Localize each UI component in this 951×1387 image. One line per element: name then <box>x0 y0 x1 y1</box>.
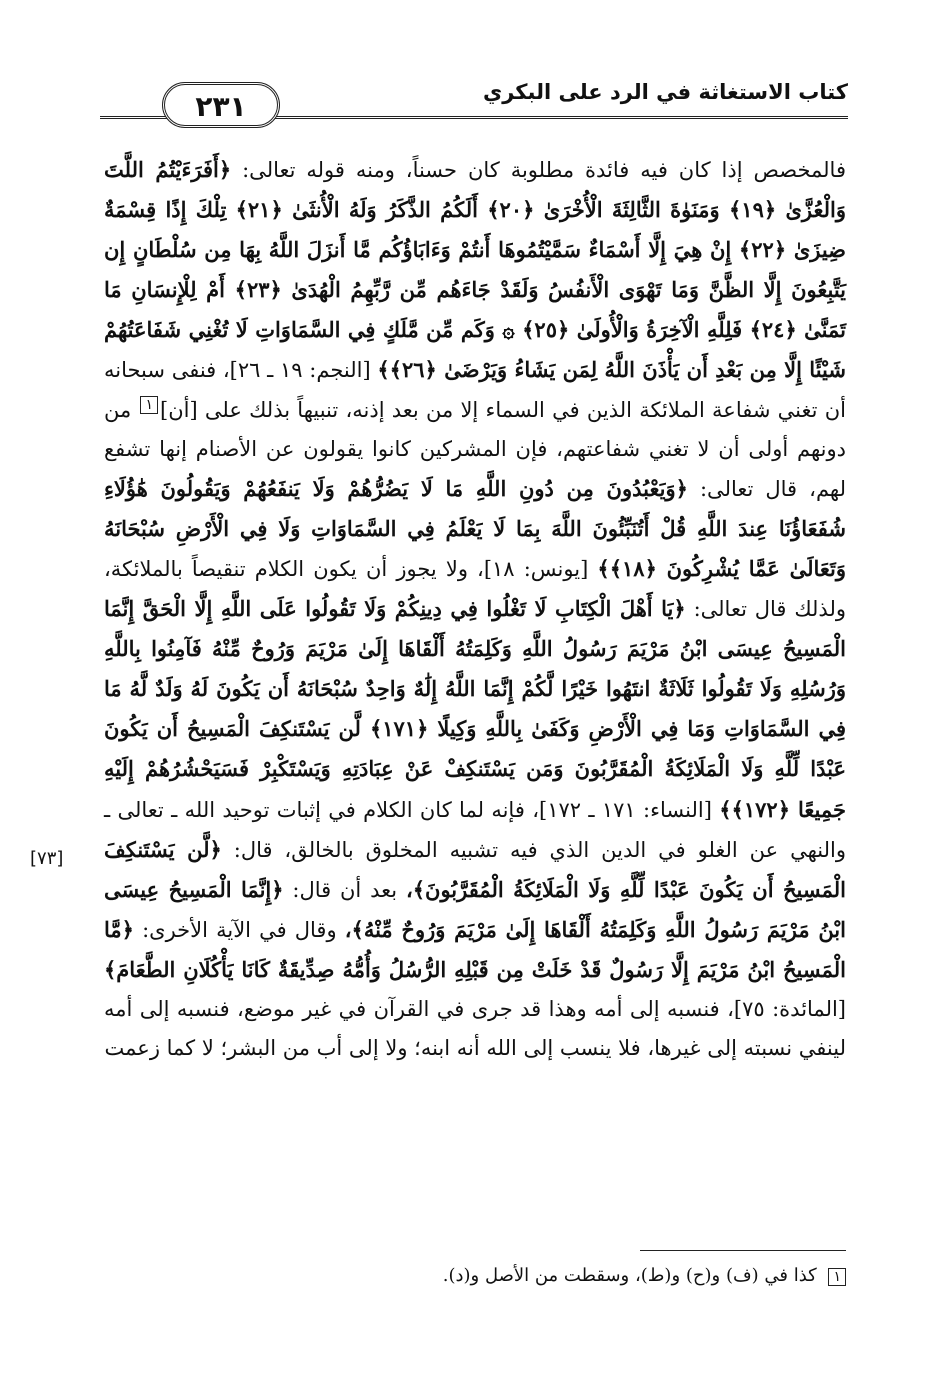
prose-text: [النجم: ١٩ ـ ٢٦]، فنفى سبحانه أن تغني شفاعة الملائكة الذين في السماء إلا من بعد إذنه، تنبيهاً بذلك على [أن] <box>104 358 846 422</box>
footnote-separator <box>640 1250 846 1251</box>
prose-text: فالمخصص إذا كان فيه فائدة مطلوبة كان حسناً، ومنه قوله تعالى: <box>242 158 846 182</box>
prose-text: [النساء: ١٧١ ـ ١٧٢]، فإنه لما كان الكلام في إثبات توحيد الله ـ تعالى ـ والنهي عن الغلو في الدين الذي فيه تشبيه المخلوق بالخالق، قال: <box>104 797 846 862</box>
quran-verse: ﴿مَّا الْمَسِيحُ ابْنُ مَرْيَمَ إِلَّا رَسُولٌ قَدْ خَلَتْ مِن قَبْلِهِ الرُّسُلُ وَأُمُّهُ صِدِّيقَةٌ كَانَا يَأْكُلَانِ الطَّعَامَ﴾ <box>104 916 846 982</box>
footnote-text: كذا في (ف) و(ح) و(ط)، وسقطت من الأصل و(د). <box>442 1265 817 1286</box>
quran-verse: ﴿أَفَرَءَيْتُمُ اللَّتَ وَالْعُزَّىٰ ﴿١٩﴾ وَمَنَوٰةَ الثَّالِثَةَ الْأُخْرَىٰ ﴿٢٠﴾ أَلَكُمُ الذَّكَرُ وَلَهُ الْأُنثَىٰ ﴿٢١﴾ تِلْكَ إِذًا قِسْمَةٌ ضِيزَىٰ ﴿٢٢﴾ إِنْ هِيَ إِلَّا أَسْمَاءٌ سَمَّيْتُمُوهَا أَنتُمْ وَءَابَاؤُكُم مَّا أَنزَلَ اللَّهُ بِهَا مِن سُلْطَانٍ إِن يَتَّبِعُونَ إِلَّا الظَّنَّ وَمَا تَهْوَى الْأَنفُسُ وَلَقَدْ جَاءَهُم مِّن رَّبِّهِمُ الْهُدَىٰ ﴿٢٣﴾ أَمْ لِلْإِنسَانِ مَا تَمَنَّىٰ ﴿٢٤﴾ فَلِلَّهِ الْآخِرَةُ وَالْأُولَىٰ ﴿٢٥﴾ ۞ وَكَم مِّن مَّلَكٍ فِي السَّمَاوَاتِ لَا تُغْنِي شَفَاعَتُهُمْ شَيْئًا إِلَّا مِن بَعْدِ أَن يَأْذَنَ اللَّهُ لِمَن يَشَاءُ وَيَرْضَىٰ ﴿٢٦﴾﴾ <box>104 157 847 383</box>
prose-text: من دونهم أولى أن لا تغني شفاعتهم، فإن المشركين كانوا يقولون عن الأصنام إنها تشفع لهم، قال تعالى: <box>104 397 846 501</box>
quran-verse: ﴿إِنَّمَا الْمَسِيحُ عِيسَى ابْنُ مَرْيَمَ رَسُولُ اللَّهِ وَكَلِمَتُهُ أَلْقَاهَا إِلَىٰ مَرْيَمَ وَرُوحٌ مِّنْهُ﴾، <box>104 876 846 942</box>
footnote-number: ١ <box>828 1268 846 1286</box>
paragraph <box>104 150 846 1068</box>
margin-page-reference: [٧٣] <box>30 848 64 869</box>
footnote-marker[interactable]: ١ <box>140 396 158 414</box>
quran-verse: ﴿يَا أَهْلَ الْكِتَابِ لَا تَغْلُوا فِي دِينِكُمْ وَلَا تَقُولُوا عَلَى اللَّهِ إِلَّا الْحَقَّ إِنَّمَا الْمَسِيحُ عِيسَى ابْنُ مَرْيَمَ رَسُولُ اللَّهِ وَكَلِمَتُهُ أَلْقَاهَا إِلَىٰ مَرْيَمَ وَرُوحٌ مِّنْهُ فَآمِنُوا بِاللَّهِ وَرُسُلِهِ وَلَا تَقُولُوا ثَلَاثَةٌ انتَهُوا خَيْرًا لَّكُمْ إِنَّمَا اللَّهُ إِلَٰهٌ وَاحِدٌ سُبْحَانَهُ أَن يَكُونَ لَهُ وَلَدٌ لَّهُ مَا فِي السَّمَاوَاتِ وَمَا فِي الْأَرْضِ وَكَفَىٰ بِاللَّهِ وَكِيلًا ﴿١٧١﴾ لَّن يَسْتَنكِفَ الْمَسِيحُ أَن يَكُونَ عَبْدًا لِّلَّهِ وَلَا الْمَلَائِكَةُ الْمُقَرَّبُونَ وَمَن يَسْتَنكِفْ عَنْ عِبَادَتِهِ وَيَسْتَكْبِرْ فَسَيَحْشُرُهُمْ إِلَيْهِ جَمِيعًا ﴿١٧٢﴾﴾ <box>104 596 846 822</box>
quran-verse: ﴿لَّن يَسْتَنكِفَ الْمَسِيحُ أَن يَكُونَ عَبْدًا لِّلَّهِ وَلَا الْمَلَائِكَةُ الْمُقَرَّبُونَ﴾، <box>104 836 846 902</box>
prose-text: وقال في الآية الأخرى: <box>142 917 337 942</box>
page-number: ٢٣١ <box>162 82 280 128</box>
prose-text: [المائدة: ٧٥]، فنسبه إلى أمه وهذا قد جرى في القرآن في غير موضع، فنسبه إلى أمه لينفي نسبته إلى غيرها، فلا ينسب إلى الله أنه ابنه؛ ولا إلى أب من البشر؛ لا كما زعمت <box>104 996 847 1061</box>
body-text <box>104 150 846 1068</box>
page-header <box>100 72 848 132</box>
prose-text: [يونس: ١٨]، ولا يجوز أن يكون الكلام تنقيصاً بالملائكة، ولذلك قال تعالى: <box>104 556 846 622</box>
running-title: كتاب الاستغاثة في الرد على البكري <box>482 80 848 104</box>
prose-text: بعد أن قال: <box>292 877 398 902</box>
footnote <box>300 1262 846 1290</box>
quran-verse: ﴿وَيَعْبُدُونَ مِن دُونِ اللَّهِ مَا لَا يَضُرُّهُمْ وَلَا يَنفَعُهُمْ وَيَقُولُونَ هَٰؤُلَاءِ شُفَعَاؤُنَا عِندَ اللَّهِ قُلْ أَتُنَبِّئُونَ اللَّهَ بِمَا لَا يَعْلَمُ فِي السَّمَاوَاتِ وَلَا فِي الْأَرْضِ سُبْحَانَهُ وَتَعَالَىٰ عَمَّا يُشْرِكُونَ ﴿١٨﴾﴾ <box>104 475 846 581</box>
